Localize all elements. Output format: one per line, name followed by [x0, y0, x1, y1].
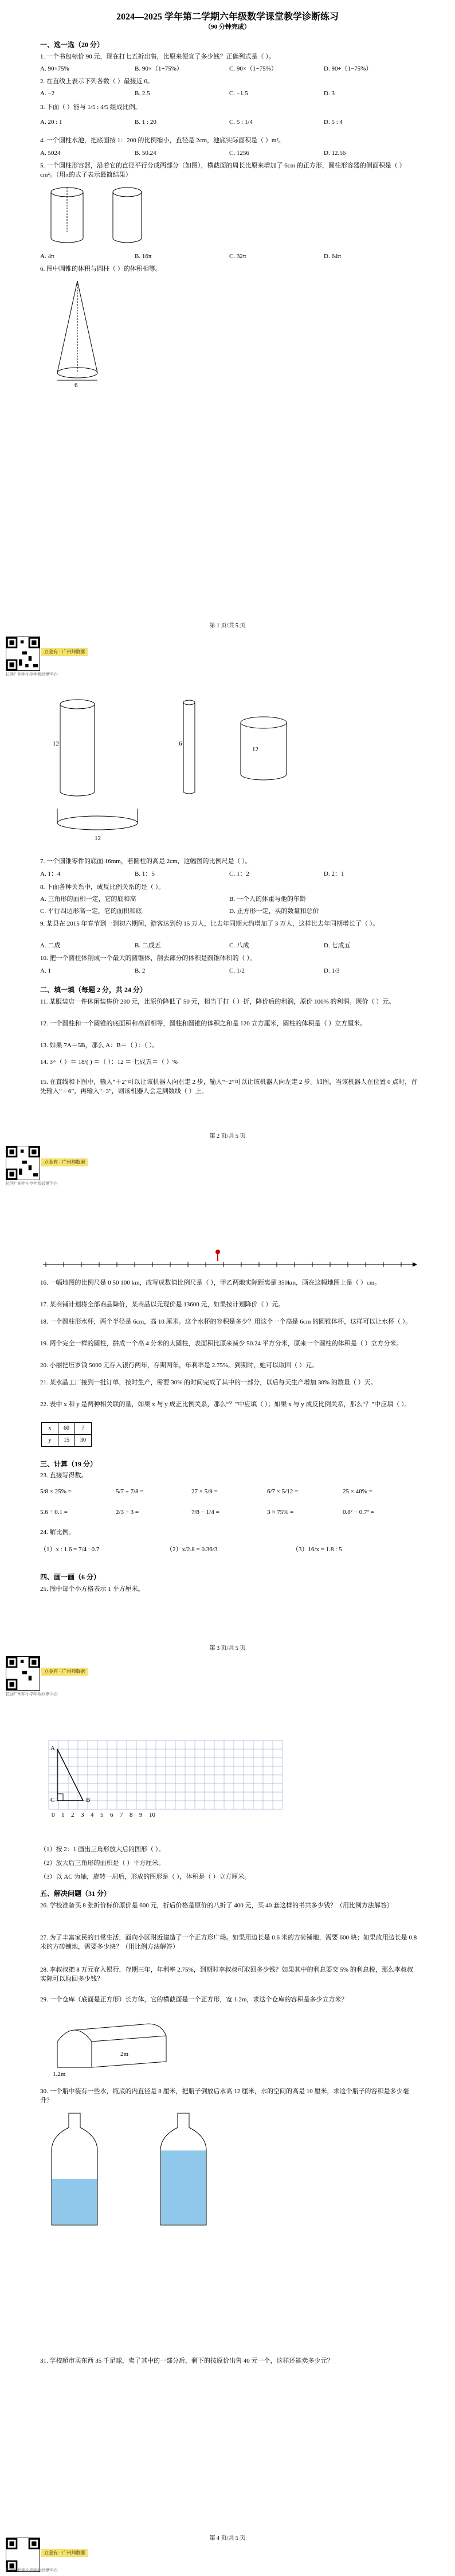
option: A. −2	[40, 90, 55, 97]
qr-caption: 拉回广州年小学年级诊断平台	[6, 2569, 58, 2573]
option: C. −1.5	[229, 90, 248, 97]
question: 14. 3÷（ ）＝ 18/( ) ＝（ ）：12 ＝ 七成五＝（ ）%	[40, 1059, 178, 1065]
calc-item: 5/7 ÷ 7/8 =	[116, 1488, 144, 1495]
option: C. 5 : 1/4	[229, 119, 253, 126]
axis-tick: 4	[91, 1812, 94, 1818]
options	[40, 252, 418, 261]
question: 25. 图中每个小方格表示 1 平方厘米。	[40, 1586, 144, 1593]
page-footer: 第 3 页/共 5 页	[209, 1645, 246, 1652]
cone-label: 6	[74, 382, 78, 389]
barn-label: 2m	[120, 2051, 129, 2058]
question: 30. 一个瓶中装有一些水，瓶底的内直径是 8 厘米，把瓶子倒放后水高 12 厘米，水的空间的高是 10 厘米，求这个瓶子的容积是多少毫升？	[40, 2088, 409, 2104]
question: 1. 一个书包标价 90 元，现在打七五折出售，比原来便宜了多少钱？正确列式是（ ）。	[40, 53, 275, 60]
option: D. 5 : 4	[324, 119, 343, 126]
question: （3）以 AC 为轴，旋转一周后，形成的图形是（ ），体积是（ ）立方厘米。	[40, 1874, 251, 1880]
option: D. 3	[324, 90, 335, 97]
cylinder-label: 12	[53, 740, 59, 747]
question: 29. 一个仓库（底面是正方形）长方体，它的横截面是一个正方形，宽 1.2m，求这个仓库的容积是多少立方米？	[40, 1996, 348, 2003]
question: 31. 学校超市买东西 35 千足球，卖了其中的一部分后，剩下的按原价出售 40 元一个，这样还能卖多少元？	[40, 2358, 334, 2364]
question: 28. 李叔叔把 8 万元存入银行，存期三年，年利率 2.75%，到期时李叔叔可取回多少钱？如果其中的利息要交 5% 的利息税，那么李叔叔实际可以取回多少钱？	[40, 1966, 413, 1982]
table-cell: y	[42, 1435, 58, 1447]
section-title: 五、解决问题（31 分）	[40, 1890, 111, 1898]
qr-code-icon	[6, 1656, 40, 1691]
options	[40, 942, 418, 951]
option: A. 三角形的面积一定，它的底和高	[40, 896, 136, 903]
table-cell: x	[42, 1423, 58, 1435]
calc-item: 5.6 ÷ 0.1 =	[40, 1509, 68, 1516]
question: 27. 为了丰富家民的日常生活，面向小区附近建造了一个正方形广场。如果用边长是 0.6 米的方砖铺地，需要 600 块；如果改用边长是 0.8 米的方砖铺地，需要多少块？（用比例方法解答）	[40, 1934, 417, 1950]
question: 5. 一个圆柱形容器，沿着它的直径平行分成两部分（如图），横截面的周长比原来增加了 6cm 的正方形，圆柱形容器的侧面积是（ ）cm²。（用π的式子表示最简结果）	[40, 162, 406, 178]
option: B. 二成五	[135, 942, 161, 949]
option: B. 16π	[135, 253, 152, 260]
option: B. 50.24	[135, 150, 156, 157]
option: C. 1256	[229, 150, 249, 157]
question: 10. 把一个圆柱体削成一个最大的圆锥体，削去部分的体积是圆锥体积的（ ）。	[40, 955, 256, 962]
options	[40, 907, 418, 916]
question: 3. 下面（ ）能与 1/5 : 4/5 组成比例。	[40, 104, 142, 111]
axis-tick: 6	[110, 1812, 113, 1818]
calc-row	[40, 1508, 418, 1517]
page-footer: 第 2 页/共 5 页	[209, 1133, 246, 1139]
calc-item: 27 × 5/9 =	[191, 1488, 218, 1495]
question: 2. 在直线上表示下列各数（ ）最接近 0。	[40, 78, 154, 85]
cylinders-figure	[46, 694, 332, 837]
question: 13. 如果 7A＝5B，那么 A：B＝（ ）：（ ）。	[40, 1042, 159, 1049]
option: C. 平行四边形高一定，它的面积和底	[40, 908, 142, 915]
equation-row	[40, 1545, 418, 1555]
option: B. 1 : 20	[135, 119, 156, 126]
options	[40, 89, 418, 99]
number-line-figure	[40, 1247, 418, 1276]
axis-tick: 3	[81, 1812, 84, 1818]
equation: （1）x : 1.6 = 7/4 : 0.7	[40, 1546, 100, 1553]
options	[40, 967, 418, 976]
table-cell: 60	[58, 1423, 75, 1435]
options	[40, 895, 418, 904]
option: D. 12.56	[324, 150, 346, 157]
option: A. 4π	[40, 253, 54, 260]
option: C. 90×（1−75%）	[229, 65, 277, 72]
grid-axis	[52, 1811, 159, 1820]
question: 15. 在直线和下图中，输入“＋2”可以让该机器人向右走 2 步，输入“−2”可以让该机器人向左走 2 步。如图，当该机器人在位置 0 点时，首先输入“＋6”，再输入“−3”，则该机器人会走到数线（ ）上。	[40, 1079, 418, 1095]
table-cell: 15	[58, 1435, 75, 1447]
table-cell: ?	[75, 1423, 92, 1435]
question: 4. 一个圆柱水池，把底面按 1：200 的比例缩小，直径是 2cm，池底实际面积是（ ）m²。	[40, 137, 285, 144]
option: D. 1/3	[324, 967, 340, 974]
question: （2）放大后三角形的面积是（ ）平方厘米。	[40, 1860, 165, 1867]
option: A. 20 : 1	[40, 119, 62, 126]
option: C. 1/2	[229, 967, 245, 974]
brand-badge: 立金有 · 广州帅数据	[41, 2549, 88, 2557]
option: D. 正方形一定，买的数量和总价	[229, 908, 319, 915]
question: 9. 某县在 2015 年春节到一到初六期间，游客达到约 15 万人，比去年同期大约增加了 3 万人，这样比去年同期增长了（ ）。	[40, 920, 379, 927]
calc-item: 6/7 × 5/12 =	[267, 1488, 299, 1495]
options	[40, 118, 418, 127]
axis-tick: 1	[61, 1812, 65, 1818]
vertex-label: C	[50, 1797, 55, 1804]
option: A. 90×75%	[40, 65, 69, 72]
axis-tick: 5	[100, 1812, 104, 1818]
question: 8. 下面各种关系中，成反比例关系的是（ ）。	[40, 884, 165, 891]
question: 11. 某服装店一件休闲装售价 200 元，比原价降低了 50 元，相当于打（ ）折，降价后的利润，原价 100% 的利润。现价（ ）元。	[40, 998, 395, 1005]
options	[40, 149, 418, 158]
option: B. 2	[135, 967, 146, 974]
equation: （2）x/2.8 = 0.36/3	[166, 1546, 218, 1553]
axis-tick: 9	[139, 1812, 143, 1818]
calc-item: 0.8² − 0.7² =	[343, 1509, 374, 1516]
xy-table	[41, 1422, 92, 1447]
axis-tick: 10	[149, 1812, 155, 1818]
page-title: 2024—2025 学年第二学期六年级数学课堂教学诊断练习	[116, 12, 339, 22]
question: 20. 小丽把压岁钱 5000 元存入银行两年，存期两年，年利率是 2.75%。到期时，她可以取回（ ）元。	[40, 1362, 318, 1369]
axis-tick: 0	[52, 1812, 55, 1818]
brand-badge: 立金有 · 广州帅数据	[41, 1158, 88, 1166]
option: B. 90×（1+75%）	[135, 65, 183, 72]
options	[40, 870, 418, 879]
option: D. 2：1	[324, 871, 344, 877]
question: 19. 两个完全一样的圆柱，拼成一个高 4 分米的大圆柱，表面积比原来减少 50.24 平方分米，原来一个圆柱的体积是（ ）立方分米。	[40, 1340, 403, 1347]
question: 23. 直接写得数。	[40, 1472, 88, 1479]
table-cell: 30	[75, 1435, 92, 1447]
section-title: 一、选一选（20 分）	[40, 41, 104, 49]
question: 26. 学校准备买 8 张折价标价原价是 600 元，折后价格是原价的八折了 400 元，买 40 套这样的书共多少钱？（用比例方法解答）	[40, 1902, 393, 1909]
section-title: 三、计算（19 分）	[40, 1460, 97, 1468]
section-title: 四、画一画（6 分）	[40, 1573, 101, 1581]
option: D. 90÷（1−75%）	[324, 65, 372, 72]
option: A. 二成	[40, 942, 61, 949]
option: B. 一个人的体重与他的年龄	[229, 896, 306, 903]
grid-figure	[46, 1738, 304, 1841]
cylinder-split-figure	[41, 184, 167, 247]
question: 12. 一个圆柱和一个圆锥的底面积和高都相等，圆柱和圆锥的体积之和是 120 立方厘米，圆柱的体积是（ ）立方厘米。	[40, 1020, 367, 1027]
axis-tick: 7	[120, 1812, 123, 1818]
barn-figure	[46, 2013, 183, 2082]
equation: （3）16/x = 1.8 : 5	[292, 1546, 342, 1553]
qr-caption: 拉回广州年小学年级诊断平台	[6, 673, 58, 677]
brand-badge: 立金有 · 广州帅数据	[41, 1668, 88, 1676]
qr-caption: 拉回广州年小学年级诊断平台	[6, 1692, 58, 1696]
question: 24. 解比例。	[40, 1529, 75, 1536]
vertex-label: A	[50, 1745, 55, 1752]
cylinder-label: 12	[252, 746, 258, 753]
calc-item: 3 × 75% =	[267, 1509, 294, 1516]
page-footer: 第 1 页/共 5 页	[209, 623, 246, 629]
question: 7. 一个圆锥零件的底面 16mm，若圆柱的高是 2cm，这幅图的比例尺是（ ）。	[40, 858, 252, 865]
barn-label: 1.2m	[53, 2071, 66, 2078]
vertex-label: B	[86, 1797, 91, 1804]
qr-code-icon	[6, 637, 40, 671]
option: C. 32π	[229, 253, 246, 260]
calc-item: 7/8 − 1/4 =	[191, 1509, 219, 1516]
option: B. 1：5	[135, 871, 155, 877]
section-title: 二、填一填（每题 2 分，共 24 分）	[40, 986, 147, 994]
bottles-figure	[46, 2110, 229, 2237]
option: A. 5024	[40, 150, 61, 157]
question: 21. 某水晶工厂接到一批订单，按时生产，需要 30% 的时间完成了其中的一部分，以后每天生产增加 30% 的数量（ ）天。	[40, 1379, 377, 1386]
cylinder-label: 6	[179, 740, 182, 747]
option: C. 1：2	[229, 871, 249, 877]
brand-badge: 立金有 · 广州帅数据	[41, 648, 88, 656]
question: （1）按 2：1 画出三角形放大后的图形（ ）。	[40, 1846, 165, 1853]
option: C. 八成	[229, 942, 249, 949]
question: 6. 图中圆锥的体积与圆柱（ ）的体积相等。	[40, 266, 162, 272]
axis-tick: 8	[130, 1812, 133, 1818]
axis-tick: 2	[71, 1812, 74, 1818]
question: 17. 某商铺计划将全部商品降价，某商品以元现价是 13600 元，如果按计划降价（ ）元。	[40, 1301, 285, 1308]
cone-figure	[52, 278, 103, 387]
calc-item: 2/3 ÷ 3 =	[116, 1509, 139, 1516]
question: 22. 表中 x 和 y 是两种相关联的量，如果 x 与 y 成正比例关系，那么“？”中应填（ ）；如果 x 与 y 成反比例关系，那么“？”中应填（ ）。	[40, 1401, 411, 1408]
option: A. 1：4	[40, 871, 61, 877]
page-subtitle: （90 分钟完成）	[205, 24, 250, 30]
option: D. 七成五	[324, 942, 351, 949]
qr-code-icon	[6, 1146, 40, 1180]
qr-code-icon	[6, 2538, 40, 2572]
qr-caption: 拉回广州年小学年级诊断平台	[6, 1182, 58, 1186]
option: B. 2.5	[135, 90, 150, 97]
page-footer: 第 4 页/共 5 页	[209, 2535, 246, 2542]
option: A. 1	[40, 967, 51, 974]
options	[40, 65, 418, 74]
calc-item: 5/8 × 25% =	[40, 1488, 72, 1495]
calc-row	[40, 1488, 418, 1497]
calc-item: 25 × 40% =	[343, 1488, 372, 1495]
question: 16. 一幅地图的比例尺是 0 50 100 km，改写成数值比例尺是（ ），甲乙两地实际距离是 350km，画在这幅地图上是（ ）cm。	[40, 1279, 381, 1286]
question: 18. 一个圆柱形水杯，两个半径是 6cm，高 10 厘米。这个水杯的容积是多少？用这个一个高是 6cm 的圆锥体杯，这样可以让水杯（ ）。	[40, 1318, 412, 1325]
option: D. 64π	[324, 253, 341, 260]
cylinder-label: 12	[95, 835, 101, 842]
